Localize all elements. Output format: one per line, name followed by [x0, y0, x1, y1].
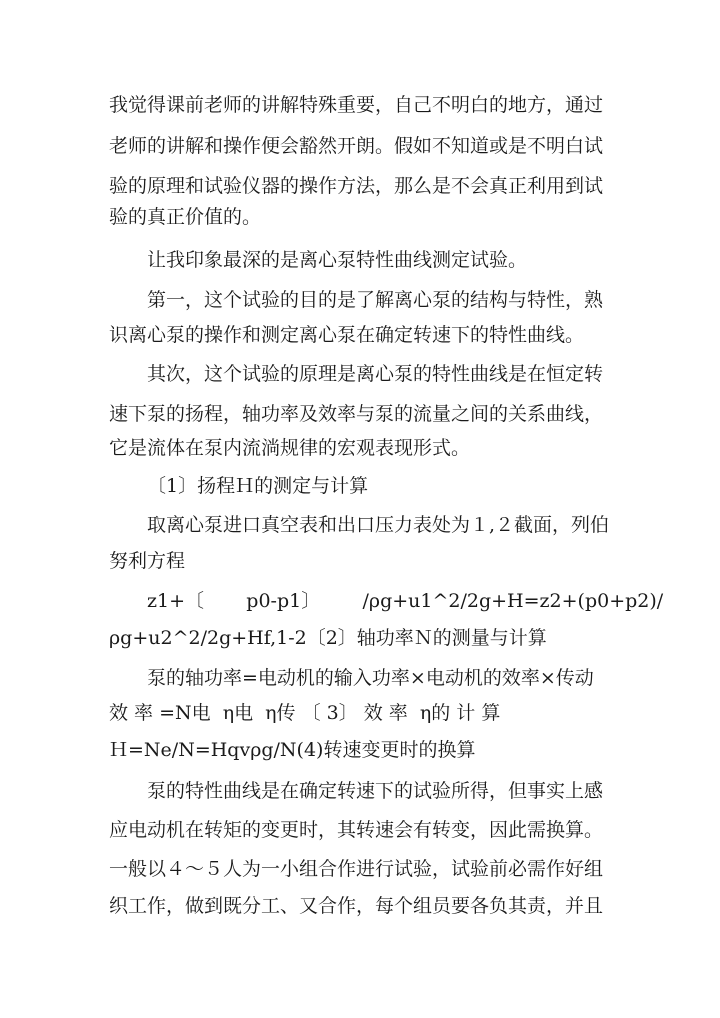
text-line: 其次，这个试验的原理是离心泵的特性曲线是在恒定转 [147, 363, 604, 385]
text-line: ρg+u2^2/2g+Hf,1-2〔2〕轴功率Ｎ的测量与计算 [109, 627, 547, 649]
text-line: 泵的特性曲线是在确定转速下的试验所得，但事实上感 [147, 780, 604, 802]
text-line: 速下泵的扬程，轴功率及效率与泵的流量之间的关系曲线， [109, 403, 604, 425]
text-line: 取离心泵进口真空表和出口压力表处为１,２截面，列伯 [147, 514, 610, 536]
text-line: 应电动机在转矩的变更时，其转速会有转变，因此需换算。 [109, 819, 604, 841]
text-line: 识离心泵的操作和测定离心泵在确定转速下的特性曲线。 [109, 324, 585, 346]
text-line: 一般以４～５人为一小组合作进行试验，试验前必需作好组 [109, 858, 604, 880]
text-line: 验的真正价值的。 [109, 206, 262, 228]
text-line: 努利方程 [109, 550, 186, 572]
text-line: z1+〔 p0-p1〕 /ρg+u1^2/2g+H=z2+(p0+p2)/ [147, 590, 664, 612]
text-line: 织工作，做到既分工、又合作，每个组员要各负其责，并且 [109, 895, 604, 917]
text-line: 它是流体在泵内流淌规律的宏观表现形式。 [109, 437, 471, 459]
text-line: 验的原理和试验仪器的操作方法，那么是不会真正利用到试 [109, 175, 604, 197]
text-line: 让我印象最深的是离心泵特性曲线测定试验。 [147, 249, 528, 271]
text-line: 第一，这个试验的目的是了解离心泵的结构与特性，熟 [147, 289, 604, 311]
text-line: Ｈ=Ne/N=Hqvρg/N(4)转速变更时的换算 [109, 739, 476, 761]
text-line: 我觉得课前老师的讲解特殊重要，自己不明白的地方，通过 [109, 94, 604, 116]
text-line: 泵的轴功率=电动机的输入功率×电动机的效率×传动 [147, 667, 594, 689]
text-line: 〔1〕扬程Ｈ的测定与计算 [147, 475, 369, 497]
text-line: 效 率 =N电 η电 η传 〔 3〕 效 率 η的 计 算 [109, 702, 501, 724]
text-line: 老师的讲解和操作便会豁然开朗。假如不知道或是不明白试 [109, 135, 604, 157]
